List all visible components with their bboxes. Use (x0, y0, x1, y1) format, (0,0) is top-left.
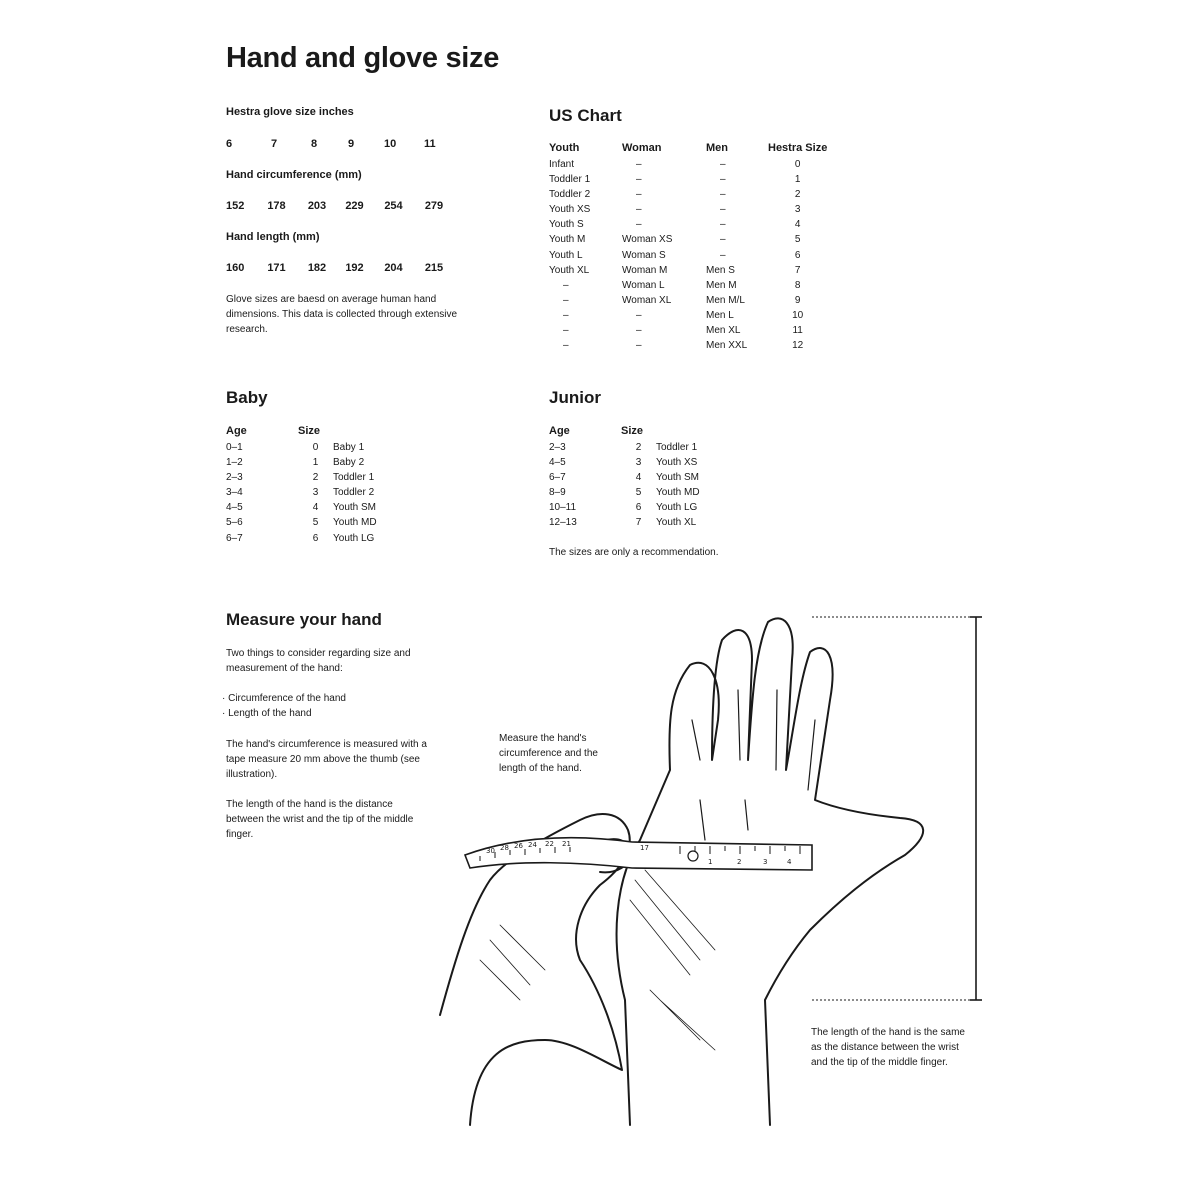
hestra-size-heading: Hestra glove size inches (226, 106, 354, 118)
table-cell: 7 (635, 517, 642, 529)
tape-label: 22 (545, 840, 554, 848)
circumference-value: 203 (307, 200, 327, 212)
table-cell: 1 (312, 457, 319, 469)
length-value: 192 (345, 262, 364, 274)
table-cell: 5 (635, 487, 642, 499)
illustration-callout: Measure the hand's circumference and the length of the hand. (499, 733, 598, 775)
table-cell: Youth LG (656, 502, 698, 514)
hand-circumference-heading: Hand circumference (mm) (226, 169, 362, 181)
table-cell: 8–9 (549, 487, 566, 499)
column-header-men: Men (706, 141, 728, 154)
table-cell: Youth MD (656, 487, 700, 499)
glove-size-note: Glove sizes are baesd on average human hand dimensions. This data is collected through extensive research. (226, 294, 458, 336)
table-cell: Men M/L (706, 294, 745, 306)
us-chart-heading: US Chart (549, 106, 622, 125)
table-cell: – (720, 159, 726, 170)
table-cell: 0 (794, 159, 801, 170)
list-item: · Length of the hand (222, 708, 312, 720)
table-cell: 2 (635, 442, 642, 453)
table-cell: Infant (549, 159, 575, 170)
table-cell: – (720, 189, 726, 201)
table-cell: Woman L (622, 279, 665, 291)
table-cell: – (720, 174, 726, 186)
tape-label: 21 (562, 840, 571, 848)
table-cell: 2–3 (226, 472, 243, 484)
table-cell: 4 (312, 502, 319, 514)
page-title: Hand and glove size (226, 42, 500, 74)
table-cell: – (563, 309, 569, 321)
table-cell: Woman S (622, 249, 666, 261)
table-cell: Youth XL (549, 264, 590, 276)
table-cell: Woman XL (622, 294, 672, 306)
hestra-size-value: 6 (226, 138, 233, 150)
table-cell: Men L (706, 309, 734, 321)
table-cell: – (636, 325, 642, 337)
table-cell: 5 (312, 517, 319, 529)
table-cell: Baby 1 (333, 442, 365, 453)
table-cell: Youth M (549, 234, 586, 246)
table-cell: – (636, 159, 642, 170)
circumference-value: 152 (226, 200, 245, 212)
hestra-size-value: 7 (271, 138, 278, 150)
table-cell: Baby 2 (333, 457, 365, 469)
table-cell: – (563, 294, 569, 306)
table-cell: – (720, 249, 726, 261)
length-value: 204 (384, 262, 403, 274)
table-cell: – (563, 279, 569, 291)
tape-label: 17 (640, 844, 649, 852)
junior-recommendation-note: The sizes are only a recommendation. (549, 547, 719, 558)
column-header-youth: Youth (549, 141, 580, 154)
table-cell: 1 (794, 174, 801, 186)
table-cell: – (563, 340, 569, 352)
table-cell: Youth MD (333, 517, 377, 529)
table-cell: 6 (794, 249, 801, 261)
table-cell: 4–5 (549, 457, 566, 469)
tape-grommet-icon (688, 851, 698, 861)
table-cell: 8 (794, 279, 801, 291)
hestra-size-value: 8 (311, 138, 318, 150)
table-cell: 3 (635, 457, 642, 469)
table-cell: Men XL (706, 325, 741, 337)
table-cell: Youth S (549, 219, 584, 231)
table-cell: 6–7 (549, 472, 566, 484)
length-instructions: The length of the hand is the distance between the wrist and the tip of the middle finger. (226, 799, 414, 841)
table-cell: Youth SM (333, 502, 376, 514)
table-cell: Toddler 2 (333, 487, 375, 499)
table-cell: – (563, 325, 569, 337)
table-cell: – (720, 234, 726, 246)
length-value: 171 (267, 262, 286, 274)
tape-label: 4 (787, 858, 792, 866)
table-cell: – (636, 340, 642, 352)
table-cell: 2 (794, 189, 801, 201)
table-cell: 4 (635, 472, 642, 484)
table-cell: Toddler 1 (549, 174, 591, 186)
column-header-hestra-size: Hestra Size (768, 141, 828, 154)
tape-label: 2 (737, 858, 742, 866)
table-cell: Men S (706, 264, 735, 276)
table-cell: 10–11 (549, 502, 577, 514)
table-cell: Men XXL (706, 340, 748, 352)
table-cell: – (636, 189, 642, 201)
table-cell: Toddler 2 (549, 189, 591, 201)
table-cell: – (720, 219, 726, 231)
table-cell: 3–4 (226, 487, 243, 499)
measure-heading: Measure your hand (226, 610, 382, 629)
table-cell: 2 (312, 472, 319, 484)
list-item: · Circumference of the hand (222, 693, 346, 704)
table-cell: 6 (635, 502, 642, 514)
length-callout: The length of the hand is the same as the distance between the wrist and the tip of the middle finger. (811, 1027, 965, 1069)
table-cell: – (636, 219, 642, 231)
table-cell: 6–7 (226, 532, 243, 544)
table-cell: – (636, 174, 642, 186)
table-cell: – (720, 204, 726, 216)
table-cell: Youth LG (333, 532, 375, 544)
circumference-value: 279 (424, 200, 444, 212)
length-value: 182 (307, 262, 327, 274)
tape-label: 26 (514, 842, 523, 850)
tape-label: 3 (763, 858, 768, 866)
table-cell: – (636, 204, 642, 216)
table-cell: Youth SM (656, 472, 699, 484)
table-cell: Toddler 1 (333, 472, 375, 484)
tape-label: 28 (500, 844, 509, 852)
table-cell: 9 (794, 294, 801, 306)
palm-hand-outline (617, 618, 924, 1125)
junior-heading: Junior (549, 388, 601, 407)
table-cell: 3 (312, 487, 319, 499)
measure-intro: Two things to consider regarding size and measurement of the hand: (226, 648, 411, 675)
circumference-value: 254 (384, 200, 403, 212)
table-cell: Youth XS (656, 457, 698, 469)
table-cell: 4 (794, 219, 801, 231)
length-value: 215 (424, 262, 444, 274)
table-cell: 4–5 (226, 502, 243, 514)
hestra-size-value: 10 (384, 138, 397, 150)
table-cell: – (636, 309, 642, 321)
baby-heading: Baby (226, 388, 268, 407)
table-cell: 11 (792, 325, 803, 337)
shading-hatch (480, 870, 715, 1050)
hand-length-heading: Hand length (mm) (226, 231, 320, 243)
table-cell: 0 (312, 442, 319, 453)
table-cell: 5 (794, 234, 801, 246)
table-cell: Men M (706, 279, 737, 291)
table-cell: 2–3 (549, 442, 566, 453)
table-cell: 3 (794, 204, 801, 216)
table-cell: Toddler 1 (656, 442, 698, 453)
table-cell: Youth L (549, 249, 583, 261)
table-cell: 12–13 (549, 517, 577, 529)
length-value: 160 (226, 262, 245, 274)
column-header-age: Age (226, 424, 247, 437)
table-cell: 12 (792, 340, 804, 352)
circumference-value: 229 (345, 200, 364, 212)
table-cell: Woman XS (622, 234, 673, 246)
table-cell: Youth XL (656, 517, 697, 529)
table-cell: 7 (794, 264, 801, 276)
circumference-instructions: The hand's circumference is measured with a tape measure 20 mm above the thumb (see illustration). (226, 739, 427, 781)
circumference-value: 178 (267, 200, 286, 212)
table-cell: Woman M (622, 264, 668, 276)
column-header-size: Size (298, 424, 321, 437)
hand-length-dimension (812, 617, 982, 1000)
table-cell: 10 (792, 309, 804, 321)
table-cell: Youth XS (549, 204, 591, 216)
table-cell: 1–2 (226, 457, 243, 469)
table-cell: 5–6 (226, 517, 243, 529)
column-header-age: Age (549, 424, 570, 437)
tape-label: 30 (486, 847, 495, 855)
column-header-size: Size (621, 424, 644, 437)
hestra-size-value: 11 (424, 138, 436, 150)
table-cell: 0–1 (226, 442, 243, 453)
tape-label: 24 (528, 841, 537, 849)
table-cell: 6 (312, 532, 319, 544)
column-header-woman: Woman (622, 141, 662, 154)
tape-label: 1 (708, 858, 713, 866)
hestra-size-value: 9 (348, 138, 355, 150)
